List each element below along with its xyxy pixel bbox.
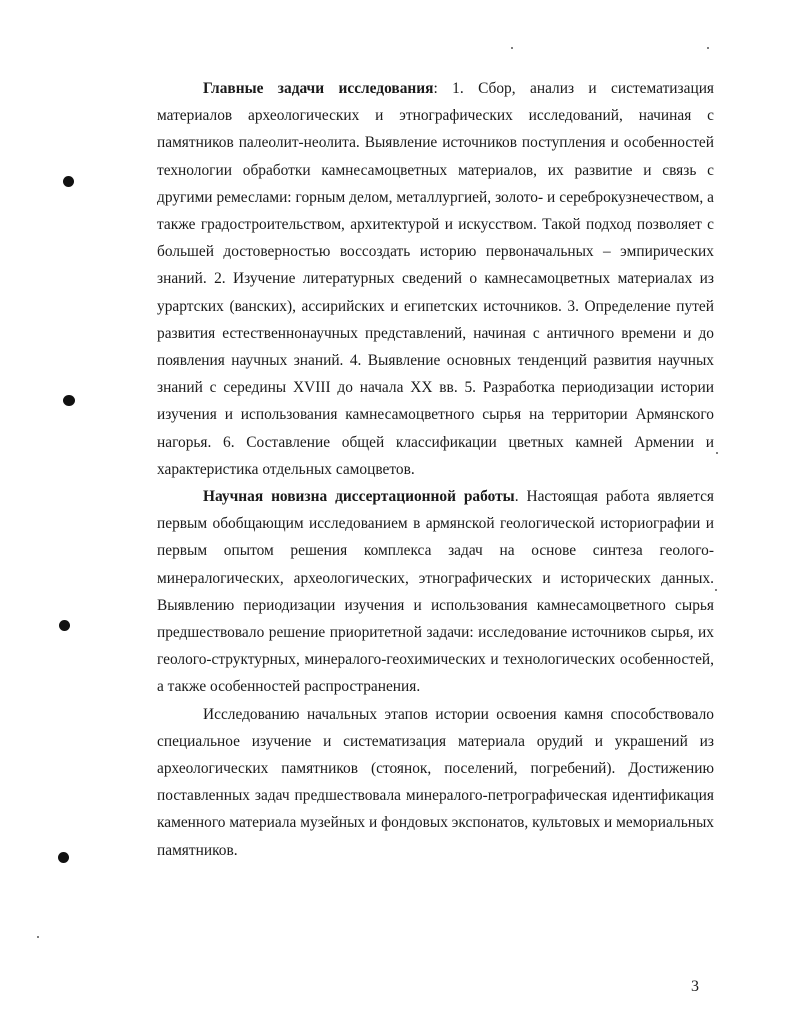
paragraph-text: . Настоящая работа является первым обобщающим исследованием в армянской геологической историографии и первым опытом решения комплекса задач на основе синтеза геолого-минералогических, археологических, этнографических и исторических данных. Выявлению периодизации изучения и использования камнесамоцветного сырья предшествовало решение приоритетной задачи: исследование источников сырья, их геолого-структурных, минералого-геохимических и технологических особенностей, а также особенностей распространения. [157, 488, 714, 696]
paragraph-initial-stages [157, 701, 714, 864]
scan-speck [716, 452, 718, 454]
paragraph-text: Исследованию начальных этапов истории освоения камня способствовало специальное изучение и систематизация материала орудий и украшений из археологических памятников (стоянок, поселений, погребений). Достижению поставленных задач предшествовала минералого-петрографическая идентификация каменного материала музейных и фондовых экспонатов, культовых и мемориальных памятников. [157, 705, 714, 859]
punch-hole-mark [58, 852, 69, 863]
scan-speck [37, 936, 39, 938]
paragraph-lead: Научная новизна диссертационной работы [203, 488, 515, 506]
paragraph-lead: Главные задачи исследования [203, 80, 434, 97]
page-number: 3 [691, 978, 699, 995]
scan-speck [707, 47, 709, 49]
scan-speck [715, 589, 717, 591]
document-body [157, 75, 714, 864]
paragraph-scientific-novelty [157, 483, 714, 701]
paragraph-research-tasks [157, 75, 714, 483]
scan-speck [511, 47, 513, 49]
punch-hole-mark [63, 395, 75, 406]
punch-hole-mark [59, 620, 70, 631]
paragraph-text: : 1. Сбор, анализ и систематизация материалов археологических и этнографических исследований, начиная с памятников палеолит-неолита. Выявление источников поступления и особенностей технологии обработки камнесамоцветных материалов, их развитие и связь с другими ремеслами: горным делом, металлургией, золото- и сереброкузнечеством, а также градостроительством, архитектурой и искусством. Такой подход позволяет с большей достоверностью воссоздать историю первоначальных – эмпирических знаний. 2. Изучение литературных сведений о камнесамоцветных материалах из урартских (ванских), ассирийских и египетских источников. 3. Определение путей развития естественнонаучных представлений, начиная с античного времени и до появления научных знаний. 4. Выявление основных тенденций развития научных знаний с середины XVIII до начала XX вв. 5. Разработка периодизации истории изучения и использования камнесамоцветного сырья на территории Армянского нагорья. 6. Составление общей классификации цветных камней Армении и характеристика отдельных самоцветов. [157, 80, 715, 478]
punch-hole-mark [63, 176, 74, 187]
